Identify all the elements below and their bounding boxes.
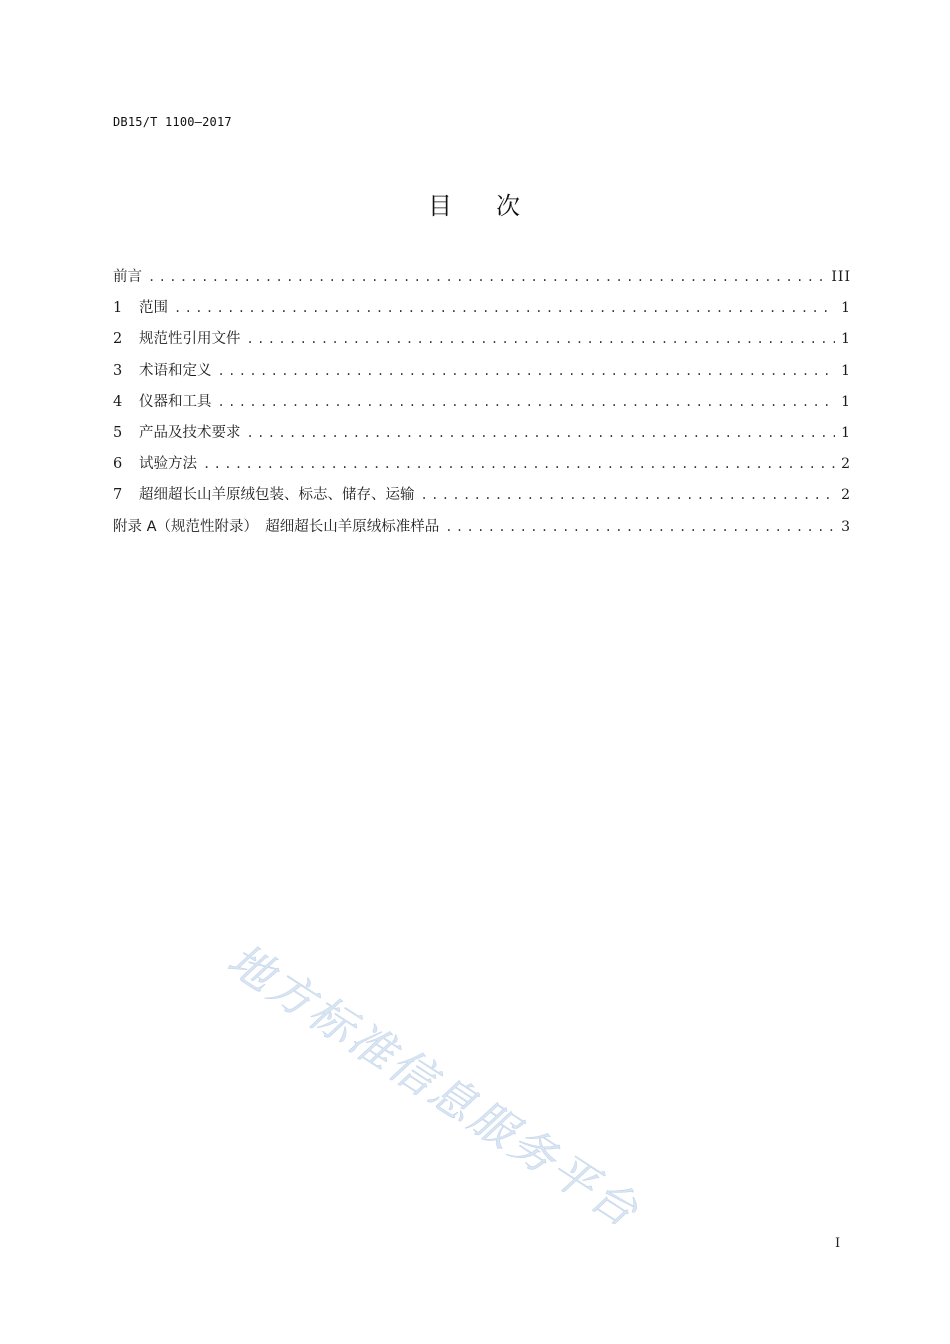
toc-entry-appendix-a[interactable] — [113, 516, 851, 547]
toc-page-number: 2 — [841, 456, 851, 473]
toc-page-number: III — [831, 269, 851, 285]
toc-page-number: 1 — [841, 331, 851, 348]
toc-page-number: 1 — [841, 393, 851, 410]
watermark: 地方标准信息服务平台 — [218, 934, 649, 1239]
toc-section-number: 3 — [113, 362, 123, 379]
toc-leader — [445, 516, 835, 538]
toc-leader — [218, 360, 836, 382]
page-title-part1: 目 — [428, 192, 454, 220]
page-number: I — [835, 1236, 841, 1251]
page-title-part2: 次 — [496, 192, 522, 220]
toc-entry-packaging-transport[interactable] — [113, 484, 851, 515]
toc-page-number: 1 — [841, 424, 851, 441]
toc-section-number: 2 — [113, 331, 123, 348]
toc-leader — [247, 422, 836, 444]
toc-leader — [203, 453, 835, 475]
document-code: DB15/T 1100—2017 — [113, 115, 232, 129]
toc-label: 仪器和工具 — [139, 393, 212, 410]
toc-label: 范围 — [139, 300, 168, 317]
toc-page-number: 1 — [841, 300, 851, 317]
toc-entry-terms-definitions[interactable] — [113, 360, 851, 391]
toc-entry-normative-references[interactable] — [113, 328, 851, 359]
toc-section-number: 7 — [113, 487, 123, 504]
toc-label: 规范性引用文件 — [139, 331, 241, 348]
toc-entry-foreword[interactable] — [113, 266, 851, 297]
toc-leader — [247, 328, 836, 350]
toc-section-number: 1 — [113, 300, 123, 317]
toc-label: 术语和定义 — [139, 362, 212, 379]
toc-entry-scope[interactable] — [113, 297, 851, 328]
toc-leader — [421, 484, 836, 506]
table-of-contents — [113, 266, 851, 547]
toc-label: 试验方法 — [139, 456, 197, 473]
page-title — [0, 186, 950, 221]
toc-label: 超细超长山羊原绒包装、标志、储存、运输 — [139, 487, 415, 504]
toc-section-number: 6 — [113, 456, 123, 473]
toc-page-number: 1 — [841, 362, 851, 379]
toc-leader — [148, 266, 825, 288]
toc-leader — [174, 297, 835, 319]
toc-section-number: 5 — [113, 424, 123, 441]
toc-leader — [218, 391, 836, 413]
toc-page-number: 3 — [841, 518, 851, 535]
toc-entry-product-requirements[interactable] — [113, 422, 851, 453]
toc-entry-test-methods[interactable] — [113, 453, 851, 484]
toc-label: 产品及技术要求 — [139, 424, 241, 441]
toc-section-number: 4 — [113, 393, 123, 410]
toc-label: 前言 — [113, 269, 142, 285]
toc-page-number: 2 — [841, 487, 851, 504]
toc-label: 附录 A（规范性附录） 超细超长山羊原绒标准样品 — [113, 518, 440, 535]
toc-entry-instruments-tools[interactable] — [113, 391, 851, 422]
